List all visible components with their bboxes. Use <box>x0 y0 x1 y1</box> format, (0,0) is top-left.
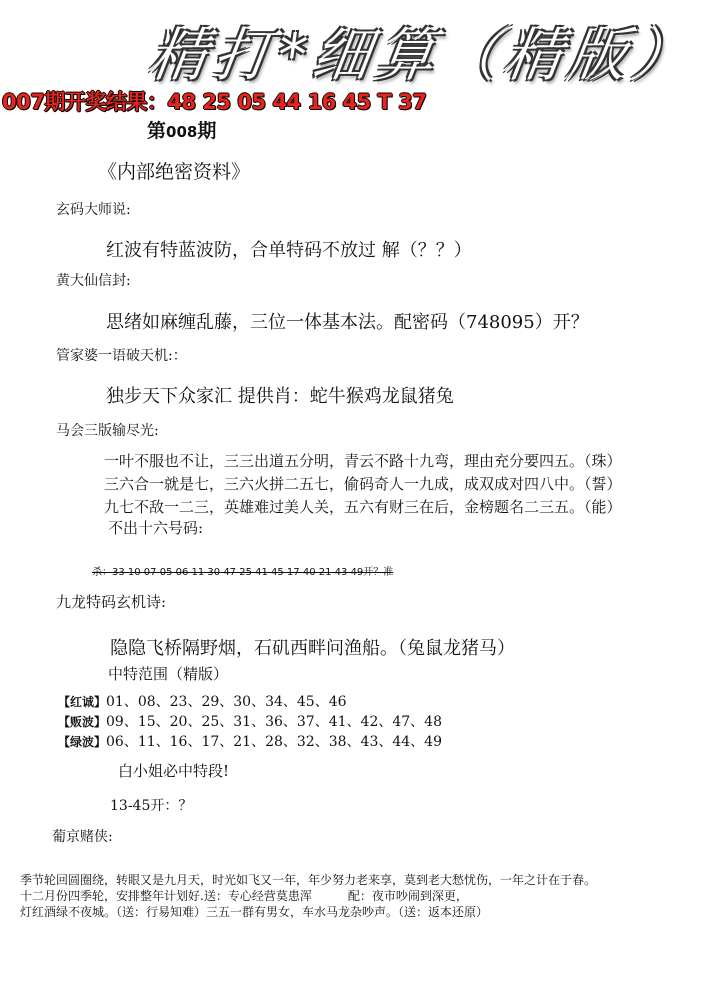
xuanma-label: 玄码大师说: <box>56 202 131 218</box>
poem-line: 一叶不服也不让，三三出道五分明，青云不路十九弯，理由充分要四五。（珠） <box>104 452 622 470</box>
range-numbers: 06、11、16、17、21、28、32、38、43、44、49 <box>106 734 442 750</box>
jiulong-text: 隐隐飞桥隔野烟，石矶西畔问渔船。（兔鼠龙猪马） <box>110 638 515 659</box>
bottom-poem <box>20 872 596 920</box>
range-row-blue <box>58 711 442 731</box>
range-numbers: 09、15、20、25、31、36、37、41、42、47、48 <box>106 714 442 730</box>
mahui-poem <box>104 450 622 519</box>
pujing-label: 葡京赌侠: <box>52 829 113 845</box>
bottom-line: 灯红酒绿不夜城。（送：行易知难）三五一群有男女，车水马龙杂吵声。（送：返本还原） <box>20 905 489 919</box>
internal-heading: 《内部绝密资料》 <box>98 161 251 183</box>
range-tag: 【绿波】 <box>58 735 107 749</box>
range-tag: 【贩波】 <box>58 715 107 729</box>
guanjia-text: 独步天下众家汇 提供肖：蛇牛猴鸡龙鼠猪兔 <box>106 386 454 407</box>
guanjia-label: 管家婆一语破天机:： <box>56 348 187 364</box>
huang-label: 黄大仙信封: <box>56 273 131 289</box>
no16-heading: 不出十六号码: <box>108 519 204 537</box>
jiulong-label: 九龙特码玄机诗: <box>56 593 167 611</box>
range-row-red <box>58 691 347 711</box>
baixiaojie-heading: 白小姐必中特段! <box>118 762 230 780</box>
poem-line: 三六合一就是七，三六火拼二五七，偷码奇人一九成，成双成对四八中。（誓） <box>104 475 622 493</box>
kill-line: 杀：33 10 07 05 06 11 30 47 25 41 45 17 40 21 43 49开？准 <box>92 567 394 578</box>
period-prefix: 第 <box>147 120 167 142</box>
bottom-line: 十二月份四季轮，安排整年计划好.送：专心经营莫患浑 配：夜市吵闹到深更， <box>20 889 468 903</box>
period-title <box>147 116 216 143</box>
poem-line: 九七不敌一二三，英雄难过美人关，五六有财三在后，金榜题名二三五。（能） <box>104 498 622 516</box>
mahui-label: 马会三版输尽光: <box>56 423 159 439</box>
range-tag: 【红诚】 <box>58 695 107 709</box>
range-title: 中特范围（精版） <box>108 665 229 683</box>
range-numbers: 01、08、23、29、30、34、45、46 <box>106 694 347 710</box>
period-suffix: 期 <box>197 120 217 142</box>
range-row-green <box>58 731 442 751</box>
range-open: 13-45开：？ <box>110 798 193 814</box>
bottom-line: 季节轮回圆圈绕，转眼又是九月天，时光如飞又一年，年少努力老来享，莫到老大愁忧伤，一年之计在于春。 <box>20 873 597 887</box>
draw-result: 007期开奖结果：48 25 05 44 16 45 T 37 <box>2 90 427 114</box>
period-number: 008 <box>166 123 198 141</box>
title-artwork: 精打*细算（精版） <box>144 21 702 89</box>
xuanma-text: 红波有特蓝波防，合单特码不放过 解（？？） <box>106 240 472 261</box>
huang-text: 思绪如麻缠乱藤，三位一体基本法。配密码（748095）开？ <box>106 312 589 333</box>
